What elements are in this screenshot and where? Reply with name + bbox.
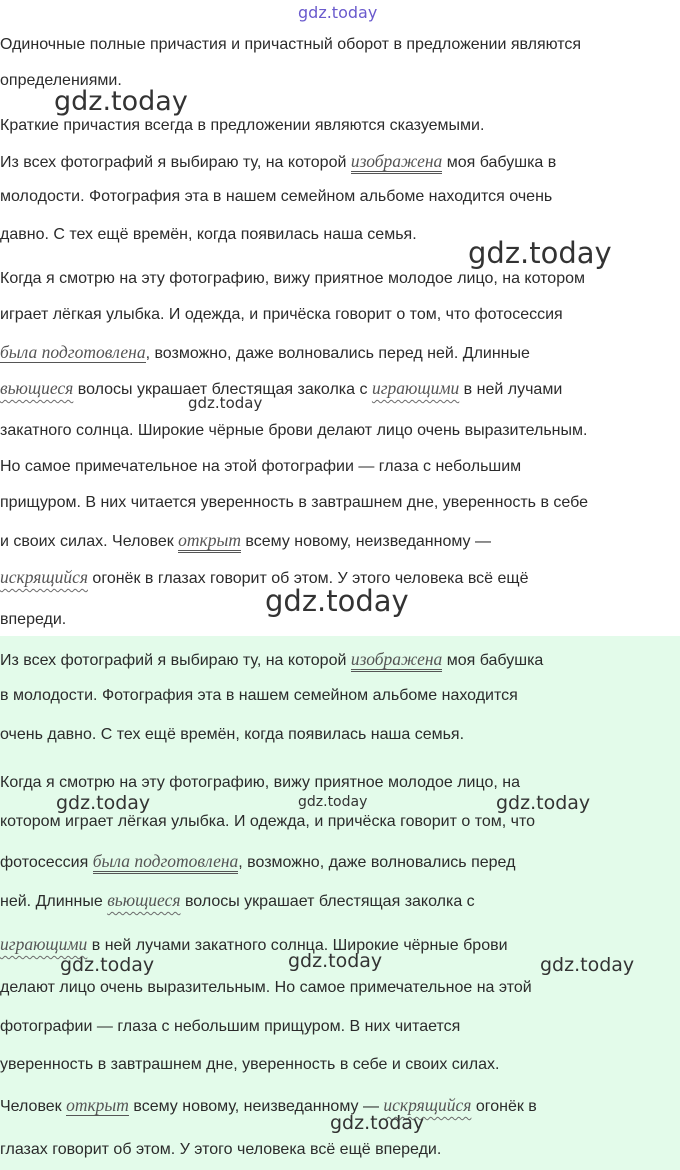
watermark: gdz.today — [54, 86, 188, 117]
predicate-word: изображена — [351, 151, 442, 174]
watermark: gdz.today — [188, 394, 263, 412]
text-line — [0, 934, 508, 955]
text-line: Когда я смотрю на эту фотографию, вижу приятное молодое лицо, на — [0, 774, 520, 791]
text-line — [0, 1095, 537, 1116]
text-fragment: фотосессия — [0, 854, 93, 871]
text-line: делают лицо очень выразительным. Но самое примечательное на этой — [0, 979, 532, 996]
rule-line: определениями. — [0, 72, 122, 89]
predicate-word: открыт — [66, 1095, 129, 1115]
text-line: играет лёгкая улыбка. И одежда, и причёска говорит о том, что фотосессия — [0, 306, 563, 323]
attribute-word: вьющиеся — [0, 378, 74, 398]
watermark: gdz.today — [330, 1112, 425, 1134]
attribute-word: играющими — [0, 934, 88, 954]
text-line: прищуром. В них читается уверенность в завтрашнем дне, уверенность в себе — [0, 494, 588, 511]
text-line: фотографии — глаза с небольшим прищуром. В них читается — [0, 1018, 461, 1035]
text-line — [0, 890, 475, 911]
text-fragment: , возможно, даже волновались перед — [238, 854, 516, 871]
text-fragment: огонёк в — [471, 1098, 537, 1115]
text-line — [0, 151, 556, 172]
watermark: gdz.today — [298, 794, 368, 810]
watermark: gdz.today — [496, 792, 591, 814]
text-line: молодости. Фотография эта в нашем семейном альбоме находится очень — [0, 188, 553, 205]
predicate-word: была подготовлена — [93, 851, 239, 874]
text-fragment: ней. Длинные — [0, 893, 108, 910]
text-line — [0, 649, 543, 670]
watermark: gdz.today — [60, 954, 155, 976]
text-fragment: в ней лучами закатного солнца. Широкие чёрные брови — [87, 937, 508, 954]
text-line: давно. С тех ещё времён, когда появилась наша семья. — [0, 226, 417, 243]
text-fragment: волосы украшает блестящая заколка с — [180, 893, 475, 910]
rule-line: Краткие причастия всегда в предложении являются сказуемыми. — [0, 117, 485, 134]
text-fragment: в ней лучами — [459, 381, 563, 398]
text-line: очень давно. С тех ещё времён, когда появилась наша семья. — [0, 726, 465, 743]
rule-line: Одиночные полные причастия и причастный оборот в предложении являются — [0, 36, 582, 53]
attribute-word: вьющиеся — [107, 890, 181, 910]
text-line: глазах говорит об этом. У этого человека всё ещё впереди. — [0, 1141, 442, 1158]
text-line: впереди. — [0, 611, 67, 628]
text-line — [0, 530, 491, 551]
text-line — [0, 851, 515, 872]
attribute-word: искрящийся — [383, 1095, 472, 1115]
text-line: уверенность в завтрашнем дне, уверенность в себе и своих силах. — [0, 1056, 500, 1073]
text-line: закатного солнца. Широкие чёрные брови делают лицо очень выразительным. — [0, 422, 588, 439]
text-fragment: всему новому, неизведанному — — [128, 1098, 384, 1115]
attribute-word: играющими — [371, 378, 460, 398]
text-line: Когда я смотрю на эту фотографию, вижу приятное молодое лицо, на котором — [0, 270, 585, 287]
text-fragment: всему новому, неизведанному — — [240, 533, 491, 550]
text-fragment: волосы украшает блестящая заколка с — [73, 381, 372, 398]
text-fragment: , возможно, даже волновались перед ней. Длинные — [145, 345, 530, 362]
section-2 — [0, 636, 680, 1170]
predicate-word: была подготовлена — [0, 342, 146, 362]
text-fragment: Из всех фотографий я выбираю ту, на которой — [0, 154, 351, 171]
text-fragment: огонёк в глазах говорит об этом. У этого человека всё ещё — [87, 570, 529, 587]
text-fragment: моя бабушка в — [442, 154, 557, 171]
watermark: gdz.today — [298, 3, 378, 22]
predicate-word: изображена — [351, 649, 442, 672]
text-line: котором играет лёгкая улыбка. И одежда, и причёска говорит о том, что — [0, 813, 536, 830]
watermark: gdz.today — [288, 950, 383, 972]
text-fragment: и своих силах. Человек — [0, 533, 179, 550]
text-line: Но самое примечательное на этой фотографии — глаза с небольшим — [0, 458, 522, 475]
watermark: gdz.today — [540, 954, 635, 976]
predicate-word: открыт — [178, 530, 241, 553]
watermark: gdz.today — [56, 792, 151, 814]
attribute-word: искрящийся — [0, 567, 88, 587]
watermark: gdz.today — [468, 236, 612, 270]
text-fragment: Из всех фотографий я выбираю ту, на которой — [0, 652, 351, 669]
text-line — [0, 342, 530, 363]
text-fragment: моя бабушка — [442, 652, 544, 669]
watermark: gdz.today — [265, 584, 409, 618]
text-line — [0, 378, 562, 399]
text-fragment: Человек — [0, 1098, 67, 1115]
text-line: в молодости. Фотография эта в нашем семейном альбоме находится — [0, 687, 518, 704]
